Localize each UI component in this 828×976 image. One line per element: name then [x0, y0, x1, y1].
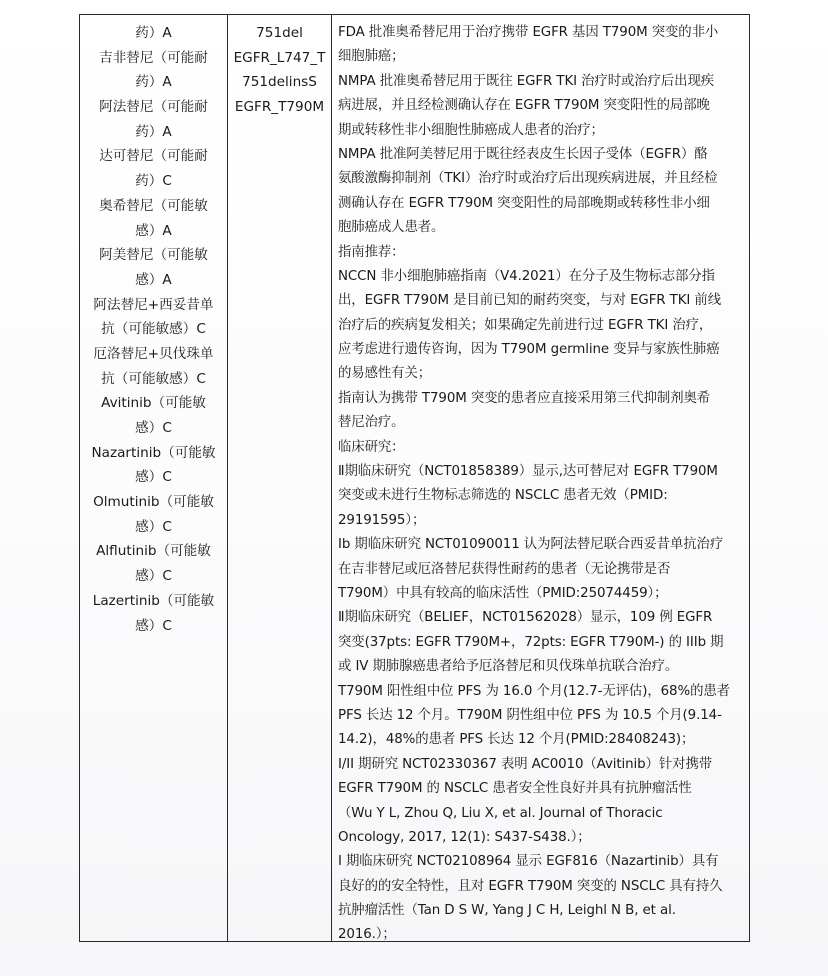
evidence-line: I/II 期研究 NCT02330367 表明 AC0010（Avitinib）针对携带 — [338, 756, 713, 772]
drug-line: 抗（可能敏感）C — [101, 370, 206, 387]
drug-line: 吉非替尼（可能耐 — [99, 49, 208, 66]
evidence-line: （Wu Y L, Zhou Q, Liu X, et al. Journal of Thoracic — [338, 805, 663, 821]
evidence-line: 14.2)，48%的患者 PFS 长达 12 个月(PMID:28408243)； — [338, 732, 695, 748]
variant-line: EGFR_T790M — [234, 99, 325, 116]
evidence-line: NMPA 批准阿美替尼用于既往经表皮生长因子受体（EGFR）酪 — [338, 146, 708, 162]
evidence-line: 突变(37pts: EGFR T790M+，72pts: EGFR T790M-) 的 IIIb 期 — [338, 634, 724, 650]
evidence-line: 临床研究： — [338, 439, 405, 455]
evidence-line: 胞肺癌成人患者。 — [338, 220, 445, 236]
evidence-line: NMPA 批准奥希替尼用于既往 EGFR TKI 治疗时或治疗后出现疾 — [338, 73, 715, 89]
evidence-line: 氨酸激酶抑制剂（TKI）治疗时或治疗后出现疾病进展，并且经检 — [338, 171, 718, 187]
variant-line: 751delinsS — [242, 74, 317, 91]
drug-line: 达可替尼（可能耐 — [99, 148, 208, 165]
evidence-line: 在吉非替尼或厄洛替尼获得性耐药的患者（无论携带是否 — [338, 561, 671, 577]
drug-line: 药）C — [135, 173, 172, 190]
drug-line: 阿美替尼（可能敏 — [99, 247, 208, 264]
evidence-line: 或 IV 期肺腺癌患者给予厄洛替尼和贝伐珠单抗联合治疗。 — [338, 659, 679, 675]
drug-line: 感）C — [135, 568, 172, 585]
evidence-line: NCCN 非小细胞肺癌指南（V4.2021）在分子及生物标志部分指 — [338, 268, 715, 284]
drug-line: Lazertinib（可能敏 — [92, 592, 215, 609]
evidence-line: FDA 批准奥希替尼用于治疗携带 EGFR 基因 T790M 突变的非小 — [338, 25, 719, 40]
evidence-line: 测确认存在 EGFR T790M 突变阳性的局部晚期或转移性非小细 — [338, 195, 710, 211]
drug-column — [80, 21, 227, 638]
evidence-column — [338, 21, 750, 948]
drug-line: Alflutinib（可能敏 — [96, 543, 211, 560]
evidence-line: EGFR T790M 的 NSCLC 患者安全性良好并具有抗肿瘤活性 — [338, 781, 692, 797]
evidence-line: PFS 长达 12 个月。T790M 阴性组中位 PFS 为 10.5 个月(9.14- — [338, 707, 722, 723]
evidence-line: 突变或未进行生物标志筛选的 NSCLC 患者无效（PMID: — [338, 488, 668, 504]
evidence-line: Ⅱ期临床研究（BELIEF，NCT01562028）显示，109 例 EGFR — [338, 610, 713, 626]
drug-line: 感）A — [135, 222, 172, 239]
evidence-line: 指南认为携带 T790M 突变的患者应直接采用第三代抑制剂奥希 — [338, 390, 711, 406]
drug-line: 感）C — [135, 518, 172, 535]
evidence-line: 病进展，并且经检测确认存在 EGFR T790M 突变阳性的局部晚 — [338, 98, 710, 114]
drug-line: 感）A — [135, 271, 172, 288]
evidence-line: 良好的的安全特性，且对 EGFR T790M 突变的 NSCLC 具有持久 — [338, 878, 723, 894]
column-divider — [227, 15, 228, 941]
drug-line: Olmutinib（可能敏 — [93, 494, 214, 511]
variant-column — [229, 21, 330, 120]
evidence-table — [79, 14, 750, 942]
evidence-line: 治疗后的疾病复发相关；如果确定先前进行过 EGFR TKI 治疗， — [338, 317, 713, 333]
drug-line: Nazartinib（可能敏 — [91, 444, 216, 461]
drug-line: 厄洛替尼+贝伐珠单 — [93, 345, 214, 362]
evidence-line: T790M 阳性组中位 PFS 为 16.0 个月(12.7-无评估)，68%的患者 — [338, 683, 730, 699]
evidence-line: 出，EGFR T790M 是目前已知的耐药突变，与对 EGFR TKI 前线 — [338, 293, 722, 309]
evidence-line: Oncology, 2017, 12(1): S437-S438.）； — [338, 829, 591, 845]
evidence-line: 抗肿瘤活性（Tan D S W, Yang J C H, Leighl N B, et al. — [338, 903, 676, 919]
variant-line: 751del — [256, 25, 303, 41]
drug-line: 阿法替尼（可能耐 — [99, 99, 208, 116]
variant-line: EGFR_L747_T — [233, 49, 326, 66]
evidence-line: 2016.）； — [338, 927, 396, 943]
drug-line: 奥希替尼（可能敏 — [99, 197, 208, 214]
drug-line: 感）C — [135, 617, 172, 634]
evidence-line: 替尼治疗。 — [338, 415, 405, 431]
column-divider — [331, 15, 332, 941]
evidence-line: 的易感性有关； — [338, 366, 432, 382]
drug-line: 抗（可能敏感）C — [101, 321, 206, 338]
drug-line: 药）A — [135, 123, 172, 140]
evidence-line: T790M）中具有较高的临床活性（PMID:25074459）； — [338, 585, 668, 601]
drug-line: 感）C — [135, 469, 172, 486]
evidence-line: 应考虑进行遗传咨询，因为 T790M germline 变异与家族性肺癌 — [338, 342, 720, 358]
drug-line: Avitinib（可能敏 — [101, 395, 206, 412]
drug-line: 阿法替尼+西妥昔单 — [93, 296, 214, 313]
evidence-line: 细胞肺癌； — [338, 49, 405, 65]
drug-line: 感）C — [135, 420, 172, 436]
evidence-line: I 期临床研究 NCT02108964 显示 EGF816（Nazartinib）具有 — [338, 854, 719, 870]
drug-line: 药）A — [135, 25, 172, 41]
evidence-line: 指南推荐： — [338, 244, 405, 260]
evidence-line: Ⅱ期临床研究（NCT01858389）显示,达可替尼对 EGFR T790M — [338, 464, 718, 480]
evidence-line: 29191595）； — [338, 512, 426, 528]
evidence-line: Ib 期临床研究 NCT01090011 认为阿法替尼联合西妥昔单抗治疗 — [338, 537, 724, 553]
evidence-line: 期或转移性非小细胞性肺癌成人患者的治疗； — [338, 122, 604, 138]
drug-line: 药）A — [135, 74, 172, 91]
